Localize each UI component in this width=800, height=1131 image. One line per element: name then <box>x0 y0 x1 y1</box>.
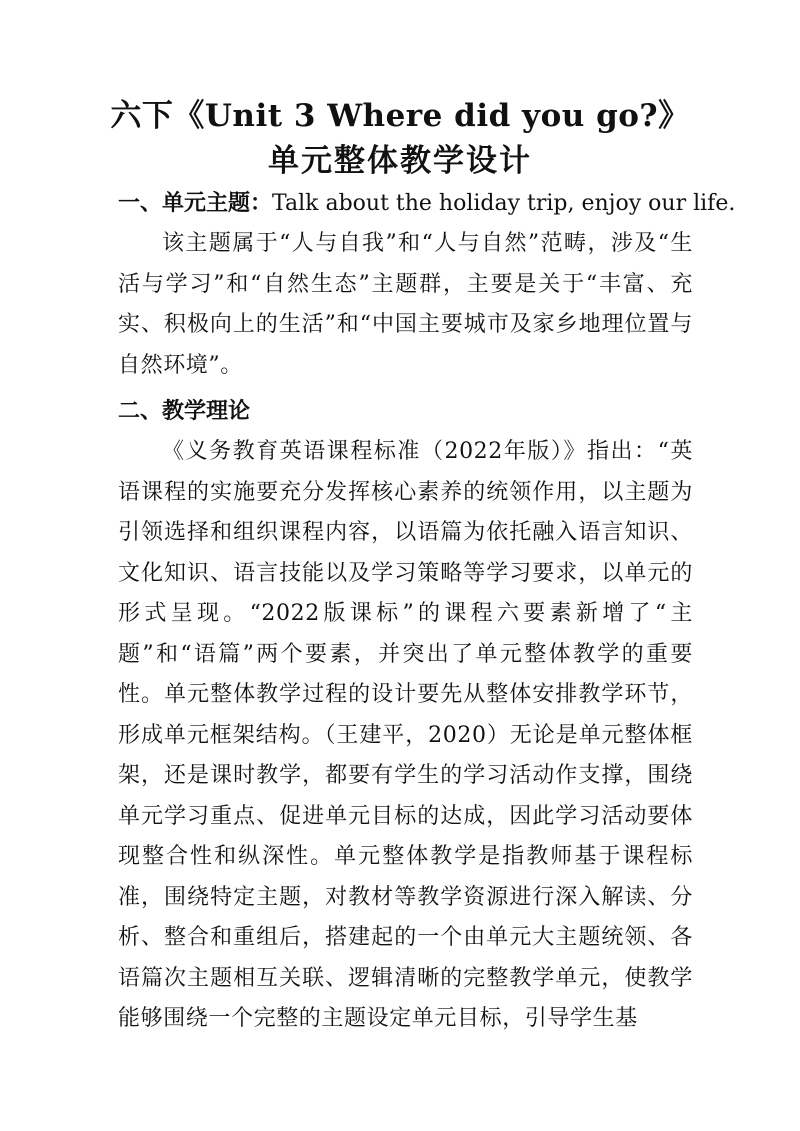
section-heading-teaching-theory <box>118 396 718 427</box>
document-title: 六下《Unit 3 Where did you go?》 <box>110 98 690 134</box>
unit-theme-text: Talk about the holiday trip, enjoy our life. <box>272 191 736 216</box>
section-paragraph: 《义务教育英语课程标准（2022年版）》指出：“英语课程的实施要充分发挥核心素养的统领作用，以主题为引领选择和组织课程内容，以语篇为依托融入语言知识、文化知识、语言技能以及学习策略等学习要求，以单元的形式呈现。“2022版课标”的课程六要素新增了“主题”和“语篇”两个要素，并突出了单元整体教学的重要性。单元整体教学过程的设计要先从整体安排教学环节，形成单元框架结构。（王建平，2020）无论是单元整体框架，还是课时教学，都要有学生的学习活动作支撑，围绕单元学习重点、促进单元目标的达成，因此学习活动要体现整合性和纵深性。单元整体教学是指教师基于课程标准，围绕特定主题，对教材等教学资源进行深入解读、分析、整合和重组后，搭建起的一个由单元大主题统领、各语篇次主题相互关联、逻辑清晰的完整教学单元，使教学能够围绕一个完整的主题设定单元目标，引导学生基 <box>118 439 693 1031</box>
section-paragraph: 该主题属于“人与自我”和“人与自然”范畴，涉及“生活与学习”和“自然生态”主题群，主要是关于“丰富、充实、积极向上的生活”和“中国主要城市及家乡地理位置与自然环境”。 <box>118 231 693 378</box>
section-label: 一、单元主题： <box>118 190 273 216</box>
document-subtitle: 单元整体教学设计 <box>268 143 532 179</box>
section-heading-unit-theme <box>118 188 736 219</box>
section-label: 二、教学理论 <box>118 398 251 424</box>
